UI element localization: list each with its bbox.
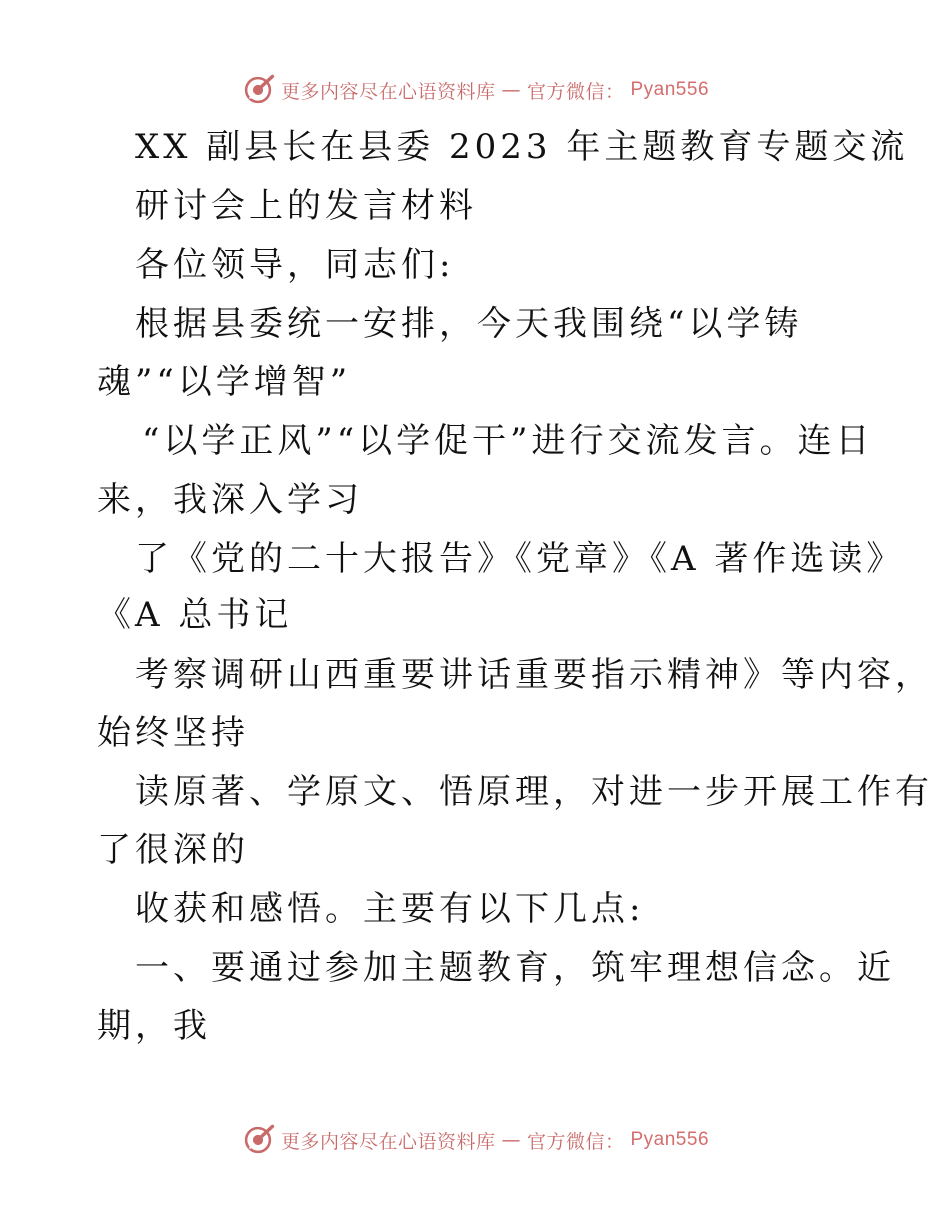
footer-watermark: [0, 1120, 950, 1160]
doc-paragraph-line: 了《党的二十大报告》《党章》《A 著作选读》: [135, 539, 905, 579]
watermark-separator: —: [501, 79, 521, 101]
doc-paragraph-line: 来，我深入学习: [97, 480, 363, 520]
brand-logo-icon: [241, 1123, 275, 1157]
watermark-wechat-id: Pyan556: [630, 79, 710, 100]
doc-paragraph-line: 期，我: [97, 1006, 211, 1046]
doc-title-line-2: 研讨会上的发言材料: [135, 186, 477, 226]
doc-paragraph-line: 《A 总书记: [97, 595, 293, 635]
doc-paragraph-line: 魂”“以学增智”: [97, 362, 352, 402]
doc-paragraph-line: 始终坚持: [97, 713, 249, 753]
watermark-wechat-label: 官方微信：: [526, 80, 625, 103]
watermark-brand-text: 更多内容尽在心语资料库: [280, 1130, 496, 1153]
doc-title-line-1: XX 副县长在县委 2023 年主题教育专题交流: [135, 127, 909, 167]
doc-paragraph-line: 收获和感悟。主要有以下几点:: [135, 889, 645, 929]
doc-paragraph-line: 考察调研山西重要讲话重要指示精神》等内容，: [135, 655, 933, 695]
doc-paragraph-line: 了很深的: [97, 830, 249, 870]
doc-section-heading: 一、要通过参加主题教育，筑牢理想信念。近: [135, 948, 895, 988]
watermark-brand-text: 更多内容尽在心语资料库: [280, 80, 496, 103]
doc-paragraph-line: 读原著、学原文、悟原理，对进一步开展工作有: [135, 772, 933, 812]
watermark-separator: —: [501, 1129, 521, 1151]
doc-salutation: 各位领导，同志们:: [135, 245, 455, 285]
watermark-wechat-label: 官方微信：: [526, 1130, 625, 1153]
doc-paragraph-line: 根据县委统一安排，今天我围绕“以学铸: [135, 304, 803, 344]
watermark-wechat-id: Pyan556: [630, 1129, 710, 1150]
doc-paragraph-line: “以学正风”“以学促干”进行交流发言。连日: [142, 421, 874, 461]
